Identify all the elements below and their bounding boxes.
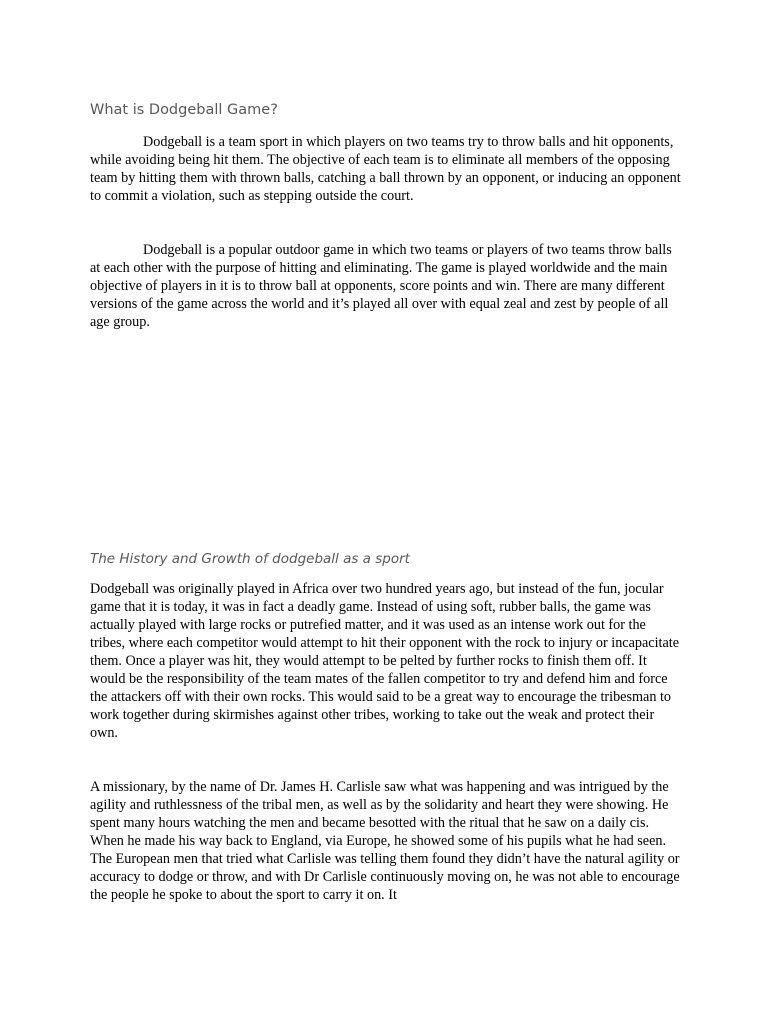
paragraph-missionary: A missionary, by the name of Dr. James H. Carlisle saw what was happening and was intrigued by the agility and ruthlessness of the tribal men, as well as by the solidarity and heart they were showing. He spent many hours watching the men and became besotted with the ritual that he saw on a daily cis. When he made his way back to England, via Europe, he showed some of his pupils what he had seen. The European men that tried what Carlisle was telling them found they didn’t have the natural agility or accuracy to dodge or throw, and with Dr Carlisle continuously moving on, he was not able to encourage the people he spoke to about the sport to carry it on. It	[90, 779, 680, 903]
section-heading-history: The History and Growth of dodgeball as a sport	[90, 551, 410, 567]
paragraph-origins-africa: Dodgeball was originally played in Africa over two hundred years ago, but instead of the fun, jocular game that it is today, it was in fact a deadly game. Instead of using soft, rubber balls, the game was actually played with large rocks or putrefied matter, and it was used as an intense work out for the tribes, where each competitor would attempt to hit their opponent with the rock to injury or incapacitate them. Once a player was hit, they would attempt to be pelted by further rocks to finish them off. It would be the responsibility of the team mates of the fallen competitor to try and defend him and force the attackers off with their own rocks. This would said to be a great way to encourage the tribesman to work together during skirmishes against other tribes, working to take out the weak and protect their own.	[90, 581, 679, 741]
paragraph-definition: Dodgeball is a team sport in which players on two teams try to throw balls and hit opponents, while avoiding being hit them. The objective of each team is to eliminate all members of the opposing team by hitting them with thrown balls, catching a ball thrown by an opponent, or inducing an opponent to commit a violation, such as stepping outside the court.	[90, 134, 681, 204]
section-heading-what-is-dodgeball: What is Dodgeball Game?	[90, 102, 278, 118]
paragraph-popular-game: Dodgeball is a popular outdoor game in which two teams or players of two teams throw balls at each other with the purpose of hitting and eliminating. The game is played worldwide and the main objective of players in it is to throw ball at opponents, score points and win. There are many different versions of the game across the world and it’s played all over with equal zeal and zest by people of all age group.	[90, 242, 672, 330]
